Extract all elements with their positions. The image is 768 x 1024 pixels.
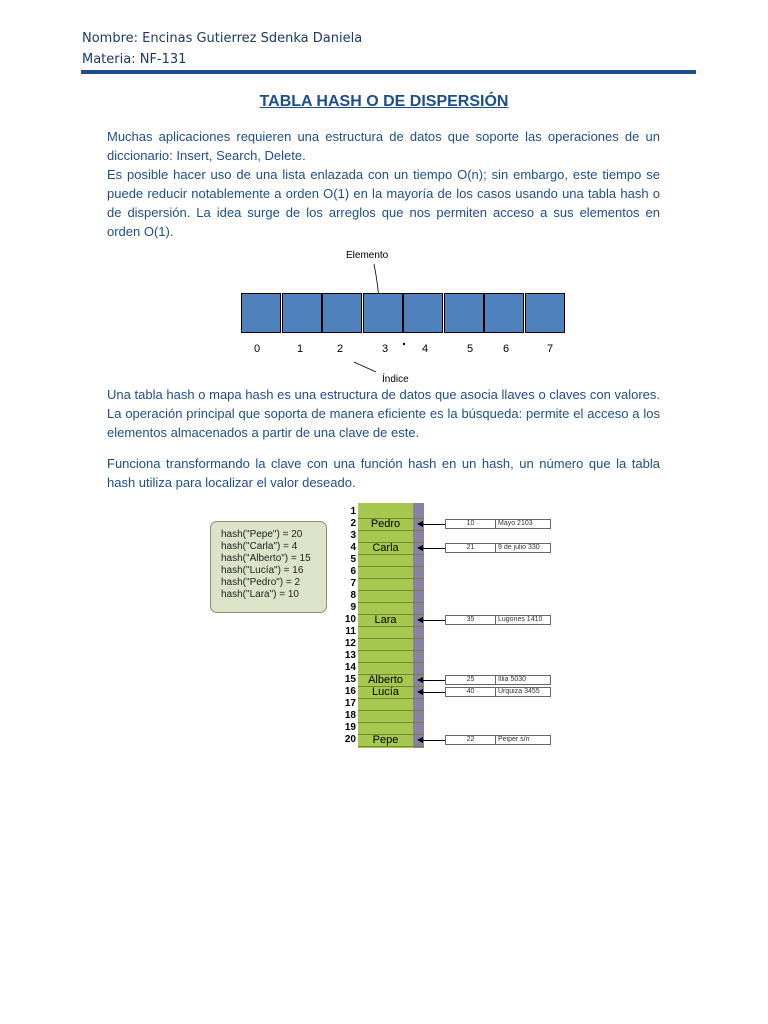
record-address: 9 de julio 330 (495, 543, 551, 553)
hash-slot-divider (358, 602, 424, 603)
array-index-label: 3 (381, 343, 389, 355)
hash-slot-index: 20 (344, 734, 356, 745)
hash-slot-index: 10 (344, 614, 356, 625)
hash-slot-divider (358, 590, 424, 591)
array-index-label: 7 (546, 343, 554, 355)
hash-slot-divider (358, 626, 424, 627)
record-age: 25 (445, 675, 496, 685)
hash-slot-divider (358, 662, 424, 663)
array-cell (484, 293, 524, 333)
hash-legend-line: hash("Lucía") = 16 (221, 565, 304, 576)
record-address: Illia 5030 (495, 675, 551, 685)
hash-slot-index: 6 (350, 566, 356, 577)
hash-slot-divider (358, 698, 424, 699)
array-index-label: 0 (253, 343, 261, 355)
hash-slot-divider (358, 710, 424, 711)
record-age: 10 (445, 519, 496, 529)
hash-slot-index: 5 (350, 554, 356, 565)
hash-entry-key: Lara (374, 614, 397, 626)
hash-slot-divider (358, 554, 424, 555)
array-cell (403, 293, 443, 333)
arrow-head-icon (417, 545, 423, 551)
array-cell (444, 293, 484, 333)
arrow-head-icon (417, 689, 423, 695)
hash-entry-key: Pepe (372, 734, 399, 746)
array-index-label: 5 (466, 343, 474, 355)
hash-slot-index: 9 (350, 602, 356, 613)
array-cell (363, 293, 403, 333)
hash-slot-index: 19 (344, 722, 356, 733)
record-address: Peiper s/n (495, 735, 551, 745)
arrow-head-icon (417, 521, 423, 527)
hash-slot-index: 18 (344, 710, 356, 721)
hash-slot-divider (358, 530, 424, 531)
hash-entry-key: Carla (372, 542, 399, 554)
array-index-label: 6 (502, 343, 510, 355)
pointer-arrow (421, 680, 445, 681)
paragraph-text: Muchas aplicaciones requieren una estructura de datos que soporte las operaciones de un diccionario: Insert, Search, Delete. (107, 129, 660, 163)
header-subject: Materia: NF-131 (82, 52, 187, 67)
index-label: Índice (382, 374, 409, 385)
record-address: Urquiza 3455 (495, 687, 551, 697)
array-cell (322, 293, 362, 333)
array-index-label: 2 (336, 343, 344, 355)
function-paragraph (107, 454, 660, 492)
definition-paragraph (107, 385, 660, 442)
paragraph-text: Una tabla hash o mapa hash es una estructura de datos que asocia llaves o claves con valores. La operación principal que soporta de manera eficiente es la búsqueda: permite el acceso a los elementos almacenados a partir de una clave de este. (107, 387, 660, 440)
hash-slot-index: 1 (350, 506, 356, 517)
header-name: Nombre: Encinas Gutierrez Sdenka Daniela (82, 31, 363, 46)
arrow-head-icon (417, 677, 423, 683)
hash-entry-key: Alberto (368, 674, 403, 686)
record-age: 22 (445, 735, 496, 745)
hash-slot-index: 8 (350, 590, 356, 601)
paragraph-text: Funciona transformando la clave con una función hash en un hash, un número que la tabla hash utiliza para localizar el valor deseado. (107, 456, 660, 490)
hash-legend-line: hash("Lara") = 10 (221, 589, 299, 600)
pointer-arrow (421, 548, 445, 549)
hash-slot-divider (358, 746, 424, 747)
hash-legend-line: hash("Carla") = 4 (221, 541, 298, 552)
hash-slot-index: 13 (344, 650, 356, 661)
array-figure (210, 246, 580, 391)
hash-slot-divider (358, 722, 424, 723)
hash-slot-divider (358, 638, 424, 639)
hash-slot-index: 11 (345, 626, 356, 637)
hash-legend-line: hash("Alberto") = 15 (221, 553, 311, 564)
hash-slot-index: 16 (344, 686, 356, 697)
hash-entry-key: Pedro (370, 518, 401, 530)
hash-slot-index: 4 (350, 542, 356, 553)
hash-slot-index: 12 (344, 638, 356, 649)
hash-legend-line: hash("Pepe") = 20 (221, 529, 303, 540)
record-address: Lugones 1410 (495, 615, 551, 625)
hash-slot-divider (358, 566, 424, 567)
hash-slot-index: 15 (344, 674, 356, 685)
intro-paragraph (107, 127, 660, 241)
hash-table-figure (205, 503, 565, 751)
paragraph-text: Es posible hacer uso de una lista enlazada con un tiempo O(n); sin embargo, este tiempo se puede reducir notablemente a orden O(1) en la mayoría de los casos usando una tabla hash o de dispersión. La idea surge de los arreglos que nos permiten acceso a sus elementos en orden O(1). (107, 167, 660, 239)
hash-slot-divider (358, 650, 424, 651)
pointer-arrow (421, 740, 445, 741)
array-cell (525, 293, 565, 333)
pointer-arrow (421, 524, 445, 525)
array-index-label: 1 (296, 343, 304, 355)
element-label: Elemento (346, 250, 389, 261)
array-index-label: 4 (421, 343, 429, 355)
hash-slot-index: 14 (344, 662, 356, 673)
hash-slot-index: 17 (344, 698, 356, 709)
hash-slot-index: 7 (350, 578, 356, 589)
pointer-arrow (421, 692, 445, 693)
record-age: 35 (445, 615, 496, 625)
record-age: 21 (445, 543, 496, 553)
record-address: Mayo 2103 (495, 519, 551, 529)
record-age: 40 (445, 687, 496, 697)
arrow-head-icon (417, 737, 423, 743)
hash-slot-index: 2 (350, 518, 356, 529)
array-cell (282, 293, 322, 333)
pointer-arrow (421, 620, 445, 621)
hash-legend-line: hash("Pedro") = 2 (221, 577, 301, 588)
hash-slot-divider (358, 578, 424, 579)
hash-legend-box (210, 521, 327, 613)
document-title: TABLA HASH O DE DISPERSIÓN (259, 93, 509, 110)
arrow-head-icon (417, 617, 423, 623)
header-divider (81, 70, 696, 74)
hash-entry-key: Lucía (372, 686, 399, 698)
array-cell (241, 293, 281, 333)
hash-slot-index: 3 (350, 530, 356, 541)
